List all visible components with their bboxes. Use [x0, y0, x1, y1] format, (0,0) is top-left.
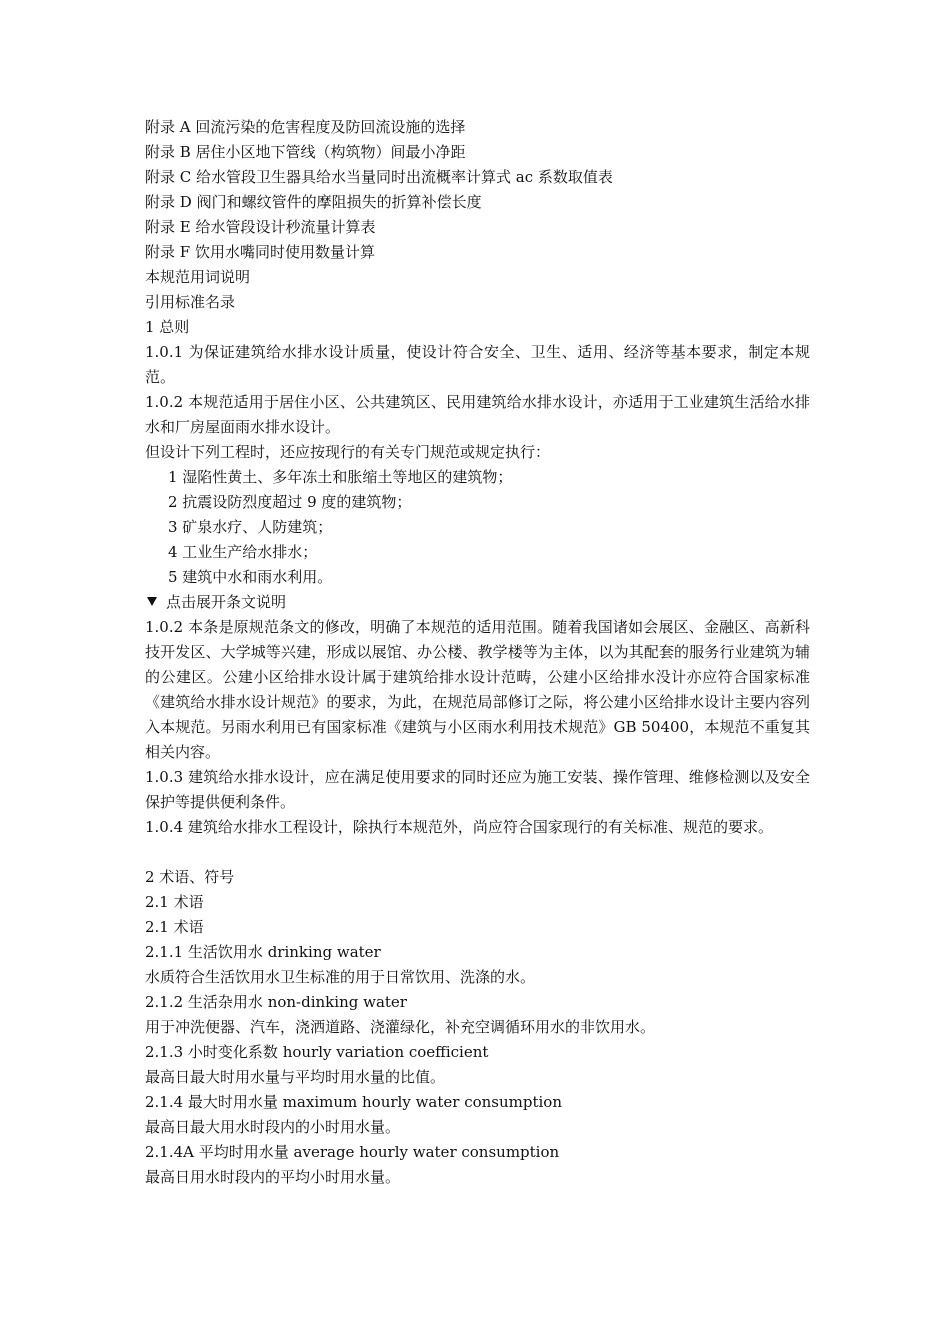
toc-item-appendix-a: 附录 A 回流污染的危害程度及防回流设施的选择 — [145, 118, 466, 136]
exception-item: 5 建筑中水和雨水利用。 — [168, 568, 333, 586]
term-title: 2.1.2 生活杂用水 non-dinking water — [145, 993, 407, 1011]
expand-explanation-label: 点击展开条文说明 — [166, 593, 287, 611]
triangle-down-icon — [147, 597, 157, 606]
toc-item-appendix-b: 附录 B 居住小区地下管线（构筑物）间最小净距 — [145, 143, 466, 161]
toc-item-wording-note: 本规范用词说明 — [145, 268, 251, 286]
document-page — [145, 115, 810, 1190]
chapter-1-heading: 1 总则 — [145, 318, 190, 336]
section-2-1-heading-repeat: 2.1 术语 — [145, 918, 204, 936]
toc-item-appendix-f: 附录 F 饮用水嘴同时使用数量计算 — [145, 243, 375, 261]
expand-explanation-toggle[interactable] — [145, 590, 810, 615]
term-title: 2.1.3 小时变化系数 hourly variation coefficient — [145, 1043, 489, 1061]
spacer — [145, 840, 810, 865]
exception-item: 3 矿泉水疗、人防建筑； — [168, 518, 333, 536]
term-definition: 最高日用水时段内的平均小时用水量。 — [145, 1168, 401, 1186]
toc-item-cited-standards: 引用标准名录 — [145, 293, 236, 311]
term-definition: 用于冲洗便器、汽车，浇洒道路、浇灌绿化，补充空调循环用水的非饮用水。 — [145, 1018, 656, 1036]
chapter-2-heading: 2 术语、符号 — [145, 868, 235, 886]
clause-1-0-2: 1.0.2 本规范适用于居住小区、公共建筑区、民用建筑给水排水设计，亦适用于工业建筑生活给水排水和厂房屋面雨水排水设计。 — [145, 393, 810, 436]
exception-intro: 但设计下列工程时，还应按现行的有关专门规范或规定执行： — [145, 443, 551, 461]
exception-item: 2 抗震设防烈度超过 9 度的建筑物； — [168, 493, 412, 511]
term-definition: 最高日最大用水时段内的小时用水量。 — [145, 1118, 401, 1136]
exception-item: 4 工业生产给水排水； — [168, 543, 318, 561]
explanation-1-0-2: 1.0.2 本条是原规范条文的修改，明确了本规范的适用范围。随着我国诸如会展区、金融区、高新科技开发区、大学城等兴建，形成以展馆、办公楼、教学楼等为主体，以为其配套的服务行业建筑为辅的公建区。公建小区给排水设计属于建筑给排水设计范畴，公建小区给排水没计亦应符合国家标准《建筑给水排水设计规范》的要求，为此，在规范局部修订之际，将公建小区给排水设计主要内容列入本规范。另雨水利用已有国家标准《建筑与小区雨水利用技术规范》GB 50400，本规范不重复其相关内容。 — [145, 618, 810, 761]
term-title: 2.1.1 生活饮用水 drinking water — [145, 943, 381, 961]
clause-1-0-3: 1.0.3 建筑给水排水设计，应在满足使用要求的同时还应为施工安装、操作管理、维修检测以及安全保护等提供便利条件。 — [145, 768, 810, 811]
term-definition: 水质符合生活饮用水卫生标准的用于日常饮用、洗涤的水。 — [145, 968, 536, 986]
exception-item: 1 湿陷性黄土、多年冻土和胀缩土等地区的建筑物； — [168, 468, 513, 486]
toc-item-appendix-c: 附录 C 给水管段卫生器具给水当量同时出流概率计算式 ac 系数取值表 — [145, 168, 613, 186]
term-definition: 最高日最大时用水量与平均时用水量的比值。 — [145, 1068, 446, 1086]
section-2-1-heading: 2.1 术语 — [145, 893, 204, 911]
clause-1-0-1: 1.0.1 为保证建筑给水排水设计质量，使设计符合安全、卫生、适用、经济等基本要求，制定本规范。 — [145, 343, 810, 386]
term-title: 2.1.4A 平均时用水量 average hourly water consumption — [145, 1143, 560, 1161]
clause-1-0-4: 1.0.4 建筑给水排水工程设计，除执行本规范外，尚应符合国家现行的有关标准、规范的要求。 — [145, 818, 773, 836]
toc-item-appendix-d: 附录 D 阀门和螺纹管件的摩阻损失的折算补偿长度 — [145, 193, 482, 211]
term-title: 2.1.4 最大时用水量 maximum hourly water consumption — [145, 1093, 562, 1111]
toc-item-appendix-e: 附录 E 给水管段设计秒流量计算表 — [145, 218, 376, 236]
